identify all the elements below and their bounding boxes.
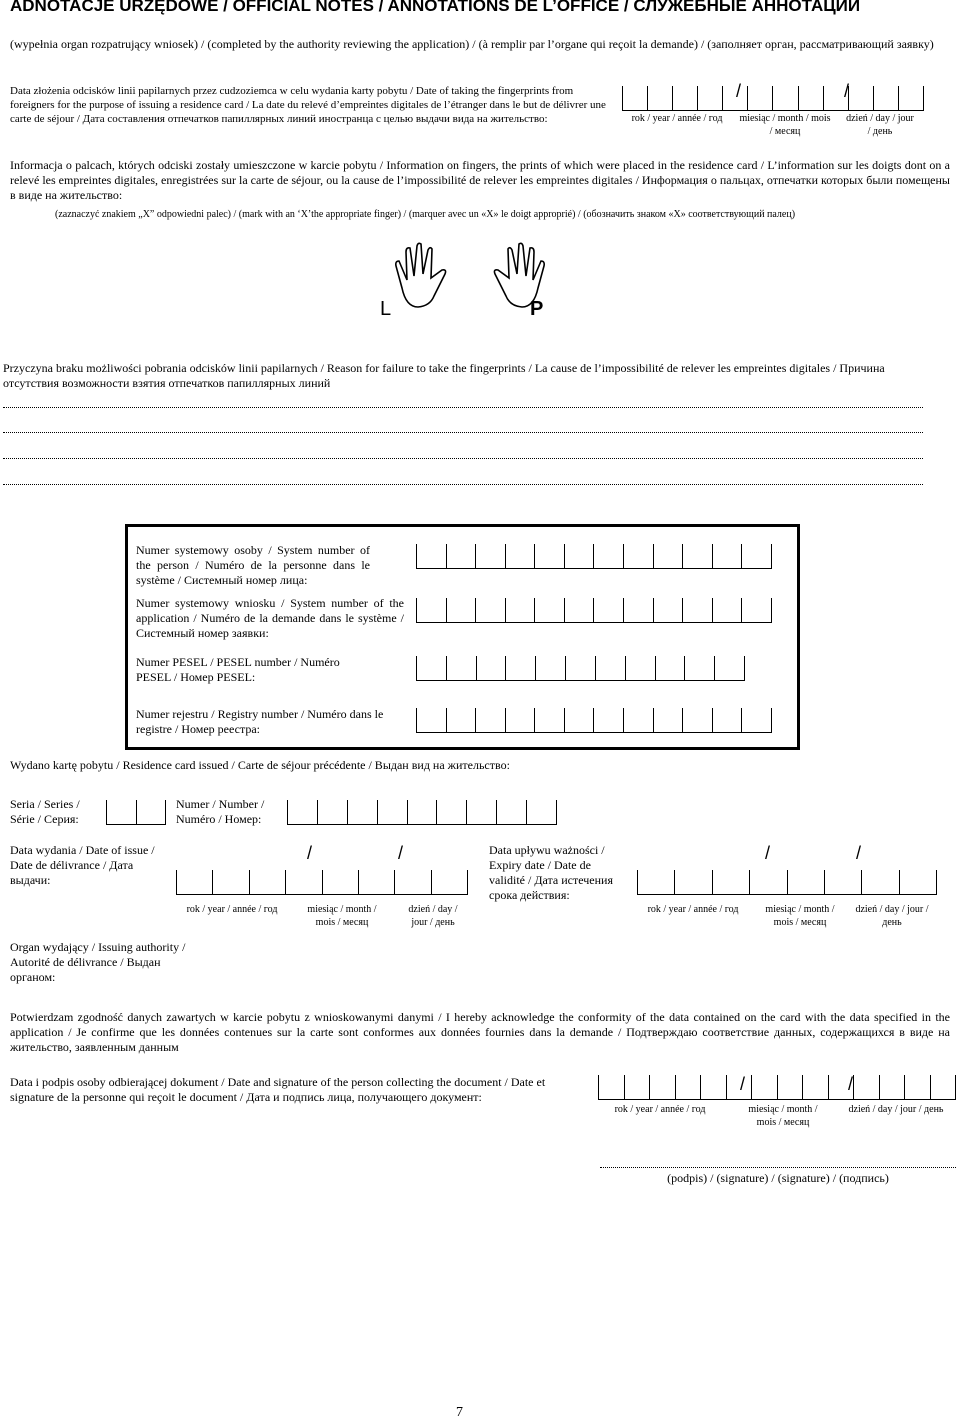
mark-hint: (zaznaczyć znakiem „X” odpowiedni palec) / (mark with an ‘X’the appropriate finger) / (marquer avec un «X» le doigt approprié) / (обозначить знаком «X» соответствующий палец) bbox=[55, 209, 796, 220]
number-label: Numer / Number / Numéro / Номер: bbox=[176, 797, 265, 826]
person-number-field[interactable] bbox=[416, 544, 772, 569]
finger-info-text: Informacja o palcach, których odciski zostały umieszczone w karcie pobytu / Information on fingers, the prints of which were placed in the residence card / L’information sur les doigts dont on a relevé les empreintes digitales, enregistrées sur la carte de séjour, ou la cause de l’impossibilité de relever les empreintes digitales / Информация о пальцах, отпечатки которых были помещены в виде на жительство: bbox=[10, 158, 950, 202]
expiry-date-label: Data upływu ważności / Expiry date / Date de validité / Дата истечения срока действия: bbox=[489, 843, 613, 902]
expiry-date-field[interactable] bbox=[637, 870, 937, 895]
registry-label: Numer rejestru / Registry number / Numéro dans le registre / Номер реестра: bbox=[136, 707, 384, 736]
series-field[interactable] bbox=[106, 800, 166, 825]
year-label: rok / year / année / год bbox=[647, 904, 739, 915]
right-hand-label: P bbox=[530, 298, 544, 320]
date-separator: / bbox=[307, 843, 313, 863]
card-number-field[interactable] bbox=[287, 800, 557, 825]
hands-icon[interactable] bbox=[390, 240, 550, 330]
year-label: rok / year / année / год bbox=[614, 1104, 706, 1115]
issue-date-label: Data wydania / Date of issue / Date de délivrance / Дата выдачи: bbox=[10, 843, 155, 887]
date-separator: / bbox=[844, 81, 850, 101]
issue-date-field[interactable] bbox=[176, 870, 468, 895]
day-label: dzień / day / jour / день bbox=[855, 904, 929, 928]
month-label: miesiąc / month / mois / месяц bbox=[748, 1104, 818, 1128]
pesel-label: Numer PESEL / PESEL number / Numéro PESEL / Номер PESEL: bbox=[136, 655, 340, 684]
left-hand-icon bbox=[396, 243, 446, 307]
confirmation-text: Potwierdzam zgodność danych zawartych w karcie pobytu z wnioskowanymi danymi / I hereby acknowledge the conformity of the data contained on the card with the data specified in the application / Je confirme que les données contenues sur la carte sont conformes aux données fournies dans la demande / Подтверждаю соответствие данных, содержащихся в виде на жительство, заявленным данным bbox=[10, 1010, 950, 1054]
application-number-label: Numer systemowy wniosku / System number of the application / Numéro de la demande dans le système / Системный номер заявки: bbox=[136, 596, 404, 640]
collect-label: Data i podpis osoby odbierającej dokument / Date and signature of the person collecting the document / Date et signature de la personne qui reçoit le document / Дата и подпись лица, получающего документ: bbox=[10, 1075, 546, 1104]
issuing-authority-label: Organ wydający / Issuing authority / Autorité de délivrance / Выдан органом: bbox=[10, 940, 186, 984]
month-label: miesiąc / month / mois / месяц bbox=[765, 904, 835, 928]
reason-line-2[interactable] bbox=[3, 432, 923, 433]
series-label: Seria / Series / Série / Серия: bbox=[10, 797, 80, 826]
reason-line-1[interactable] bbox=[3, 407, 923, 408]
date-separator: / bbox=[736, 81, 742, 101]
year-label: rok / year / année / год bbox=[186, 904, 278, 915]
day-label: dzień / day / jour / день bbox=[408, 904, 458, 928]
month-label: miesiąc / month / mois / месяц bbox=[307, 904, 377, 928]
application-number-field[interactable] bbox=[416, 598, 772, 623]
reason-label: Przyczyna braku możliwości pobrania odcisków linii papilarnych / Reason for failure to take the fingerprints / La cause de l’impossibilité de relever les empreintes digitales / Причина отсутствия возможности взятия отпечатков папиллярных линий bbox=[3, 361, 885, 390]
collect-date-field[interactable] bbox=[598, 1075, 956, 1100]
day-label: dzień / day / jour / день bbox=[846, 113, 914, 137]
page-title: ADNOTACJE URZĘDOWE / OFFICIAL NOTES / ANNOTATIONS DE L’OFFICE / СЛУЖЕБНЫЕ АННОТАЦИИ bbox=[10, 0, 861, 15]
person-number-label: Numer systemowy osoby / System number of the person / Numéro de la personne dans le système / Системный номер лица: bbox=[136, 543, 370, 587]
year-label: rok / year / année / год bbox=[631, 113, 723, 124]
date-separator: / bbox=[740, 1074, 746, 1094]
left-hand-label: L bbox=[380, 298, 392, 320]
day-label: dzień / day / jour / день bbox=[848, 1104, 944, 1115]
signature-caption: (podpis) / (signature) / (signature) / (подпись) bbox=[667, 1171, 889, 1185]
reason-line-4[interactable] bbox=[3, 484, 923, 485]
fingerprint-date-field[interactable] bbox=[622, 86, 924, 111]
fingerprint-date-label: Data złożenia odcisków linii papilarnych przez cudzoziemca w celu wydania karty pobytu / Date of taking the fingerprints from foreigners for the purpose of issuing a residence card / La date du relevé d’empreintes digitales de l’étranger dans le but de délivrer une carte de séjour / Дата составления отпечатков папиллярных линий иностранца с целью выдачи вида на жительство: bbox=[10, 85, 606, 125]
date-separator: / bbox=[848, 1074, 854, 1094]
card-issued-label: Wydano kartę pobytu / Residence card issued / Carte de séjour précédente / Выдан вид на жительство: bbox=[10, 758, 510, 772]
page-number: 7 bbox=[456, 1405, 463, 1420]
registry-field[interactable] bbox=[416, 708, 772, 733]
date-separator: / bbox=[398, 843, 404, 863]
date-separator: / bbox=[856, 843, 862, 863]
signature-line[interactable] bbox=[600, 1167, 956, 1168]
pesel-field[interactable] bbox=[416, 656, 745, 681]
month-label: miesiąc / month / mois / месяц bbox=[739, 113, 831, 137]
page-subtitle: (wypełnia organ rozpatrujący wniosek) / (completed by the authority reviewing the application) / (à remplir par l’organe qui reçoit la demande) / (заполняет орган, рассматривающий заявку) bbox=[10, 37, 934, 51]
reason-line-3[interactable] bbox=[3, 458, 923, 459]
date-separator: / bbox=[765, 843, 771, 863]
